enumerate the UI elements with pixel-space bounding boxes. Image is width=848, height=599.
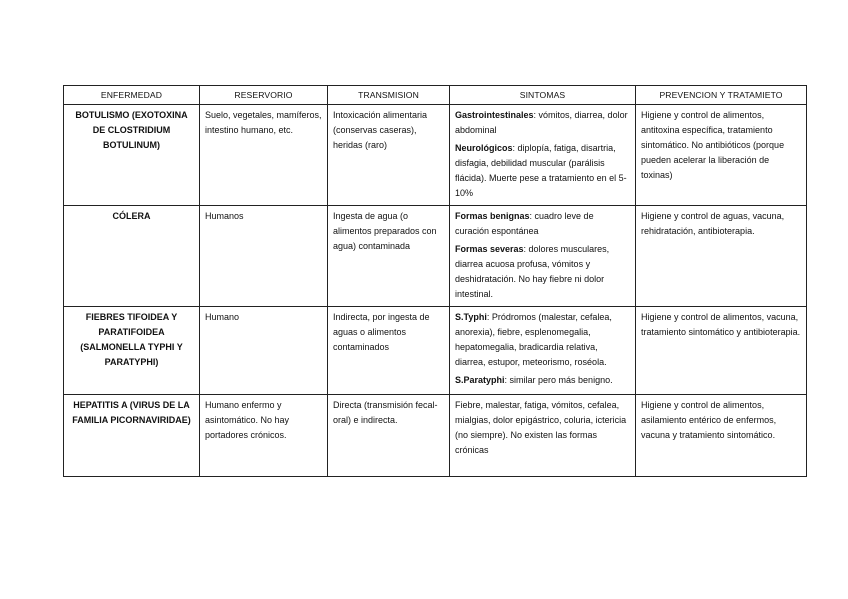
symptom-paragraph <box>455 141 630 201</box>
symptom-label: Neurológicos <box>455 143 513 153</box>
symptoms-cell <box>450 307 636 395</box>
table-row <box>64 206 807 307</box>
symptom-label: Gastrointestinales <box>455 110 534 120</box>
disease-cell: FIEBRES TIFOIDEA Y PARATIFOIDEA (SALMONELLA TYPHI Y PARATYPHI) <box>64 307 200 395</box>
symptom-paragraph <box>455 373 630 388</box>
symptom-text: : dolores musculares, diarrea acuosa profusa, vómitos y deshidratación. No hay fiebre ni dolor intestinal. <box>455 244 610 299</box>
prevention-cell: Higiene y control de alimentos, asilamiento entérico de enfermos, vacuna y tratamiento sintomático. <box>636 395 807 477</box>
disease-cell: BOTULISMO (EXOTOXINA DE CLOSTRIDIUM BOTULINUM) <box>64 105 200 206</box>
symptom-paragraph <box>455 242 630 302</box>
reservoir-cell: Humanos <box>200 206 328 307</box>
transmission-cell: Directa (transmisión fecal-oral) e indirecta. <box>328 395 450 477</box>
symptom-label: Formas severas <box>455 244 524 254</box>
prevention-cell: Higiene y control de aguas, vacuna, rehidratación, antibioterapia. <box>636 206 807 307</box>
symptoms-cell <box>450 395 636 477</box>
prevention-cell: Higiene y control de alimentos, vacuna, tratamiento sintomático y antibioterapia. <box>636 307 807 395</box>
symptom-paragraph <box>455 398 630 458</box>
header-prevencion: PREVENCION Y TRATAMIETO <box>636 86 807 105</box>
symptom-label: S.Paratyphi <box>455 375 505 385</box>
symptom-text: : vómitos, diarrea, dolor abdominal <box>455 110 628 135</box>
symptom-text: Fiebre, malestar, fatiga, vómitos, cefalea, mialgias, dolor epigástrico, coluria, ictericia (no siempre). No existen las formas crónicas <box>455 400 627 455</box>
symptom-label: Formas benignas <box>455 211 530 221</box>
transmission-cell: Intoxicación alimentaria (conservas caseras), heridas (raro) <box>328 105 450 206</box>
table-row <box>64 395 807 477</box>
transmission-cell: Indirecta, por ingesta de aguas o alimentos contaminados <box>328 307 450 395</box>
disease-table <box>63 85 807 477</box>
symptom-text: : Pródromos (malestar, cefalea, anorexia), fiebre, esplenomegalia, hepatomegalia, bradicardia relativa, diarrea, estupor, meteorismo, roséola. <box>455 312 612 367</box>
symptom-text: : diplopía, fatiga, disartria, disfagia, debilidad muscular (parálisis flácida). Muerte pese a tratamiento en el 5-10% <box>455 143 627 198</box>
symptom-label: S.Typhi <box>455 312 487 322</box>
symptom-text: : cuadro leve de curación espontánea <box>455 211 594 236</box>
table-row <box>64 307 807 395</box>
symptom-text: : similar pero más benigno. <box>504 375 613 385</box>
transmission-cell: Ingesta de agua (o alimentos preparados con agua) contaminada <box>328 206 450 307</box>
symptoms-cell <box>450 105 636 206</box>
disease-cell: HEPATITIS A (VIRUS DE LA FAMILIA PICORNAVIRIDAE) <box>64 395 200 477</box>
header-row <box>64 86 807 105</box>
reservoir-cell: Humano <box>200 307 328 395</box>
reservoir-cell: Suelo, vegetales, mamíferos, intestino humano, etc. <box>200 105 328 206</box>
header-reservorio: RESERVORIO <box>200 86 328 105</box>
prevention-cell: Higiene y control de alimentos, antitoxina específica, tratamiento sintomático. No antibióticos (porque pueden acelerar la liberación de toxinas) <box>636 105 807 206</box>
header-transmision: TRANSMISION <box>328 86 450 105</box>
symptom-paragraph <box>455 108 630 138</box>
disease-cell: CÓLERA <box>64 206 200 307</box>
header-enfermedad: ENFERMEDAD <box>64 86 200 105</box>
header-sintomas: SINTOMAS <box>450 86 636 105</box>
table-row <box>64 105 807 206</box>
symptoms-cell <box>450 206 636 307</box>
symptom-paragraph <box>455 209 630 239</box>
symptom-paragraph <box>455 310 630 370</box>
reservoir-cell: Humano enfermo y asintomático. No hay portadores crónicos. <box>200 395 328 477</box>
